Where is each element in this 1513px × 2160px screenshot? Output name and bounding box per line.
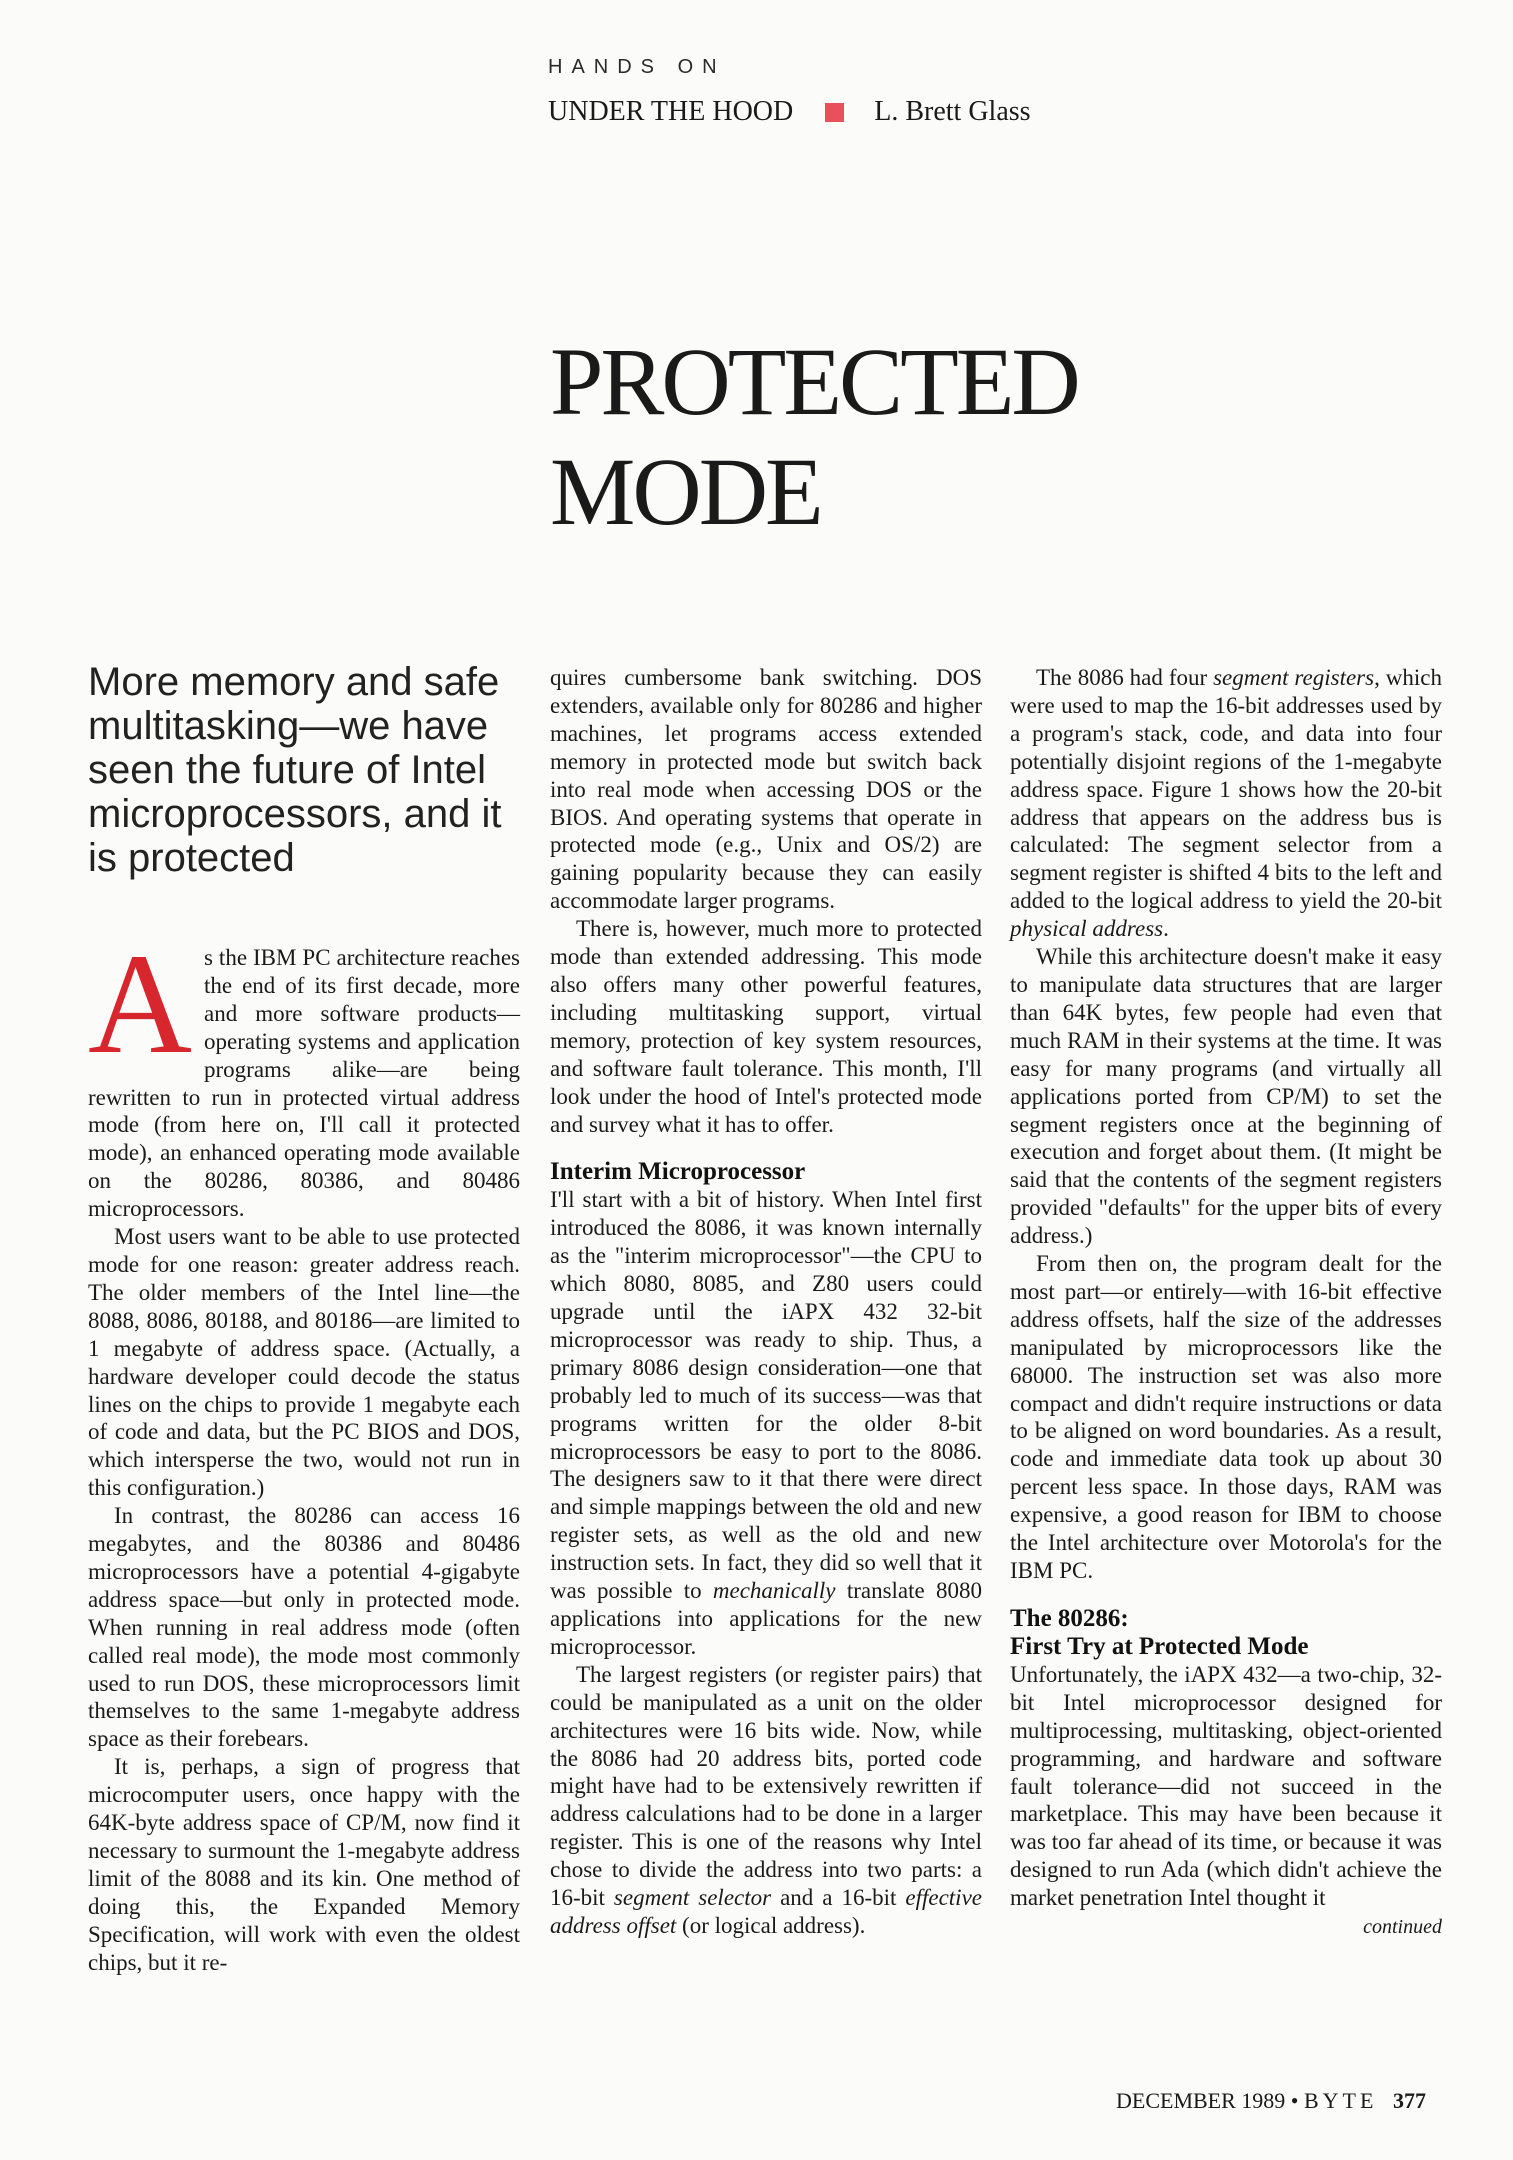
paragraph: quires cumbersome bank switching. DOS extenders, available only for 80286 and higher machines, let programs access extended memory in protected mode but switch back into real mode when accessing DOS or the BIOS. And operating systems that operate in protected mode (e.g., Unix and OS/2) are gaining popularity because they can easily accommodate larger programs. <box>550 665 982 914</box>
subhead-interim-microprocessor: Interim Microprocessor <box>550 1158 806 1186</box>
drop-cap: A <box>88 925 192 1084</box>
paragraph: The largest registers (or register pairs) that could be manipulated as a unit on the older architectures were 16 bits wide. Now, while the 8086 had 20 address bits, ported code might have had to be extensively rewritten if address calculations had to be done in a larger register. This is one of the reasons why Intel chose to divide the address into two parts: a 16-bit segment selector and a 16-bit effective address offset (or logical address). <box>550 1661 982 1938</box>
paragraph: Unfortunately, the iAPX 432—a two-chip, 32-bit Intel microprocessor designed for multiprocessing, multitasking, object-oriented programming, and hardware and software fault tolerance—did not succeed in the marketplace. This may have been because it was too far ahead of its time, or because it was designed to run Ada (which didn't achieve the market penetration Intel thought it <box>1010 1661 1442 1911</box>
column-name: UNDER THE HOOD <box>548 96 794 127</box>
paragraph: It is, perhaps, a sign of progress that microcomputer users, once happy with the 64K-byte address space of CP/M, now find it necessary to surmount the 1-megabyte address limit of the 8088 and its kin. One method of doing this, the Expanded Memory Specification, will work with even the oldest chips, but it re- <box>88 1754 520 1975</box>
footer-bullet: • <box>1290 2088 1299 2113</box>
paragraph: As the IBM PC architecture reaches the end of its first decade, more and more software products—operating systems and application programs alike—are being rewritten to run in protected virtual address mode (from here on, I'll call it protected mode), an enhanced operating mode available on the 80286, 80386, and 80486 microprocessors. <box>88 925 520 1222</box>
article-title <box>550 328 1078 545</box>
paragraph: There is, however, much more to protected mode than extended addressing. This mode also offers many other powerful features, including multitasking support, virtual memory, protection of key system resources, and software fault tolerance. This month, I'll look under the hood of Intel's protected mode and survey what it has to offer. <box>550 916 982 1137</box>
author-name: L. Brett Glass <box>874 96 1031 127</box>
article-deck: More memory and safe multitasking—we have seen the future of Intel microprocessors, and it is protected <box>88 660 502 880</box>
column-2 <box>550 664 982 1940</box>
issue-date: DECEMBER 1989 <box>1116 2088 1286 2113</box>
page-number: 377 <box>1392 2088 1426 2113</box>
subhead-80286: The 80286: First Try at Protected Mode <box>1010 1604 1309 1660</box>
paragraph: The 8086 had four segment registers, which were used to map the 16-bit addresses used by a program's stack, code, and data into four potentially disjoint regions of the 1-megabyte address space. Figure 1 shows how the 20-bit address that appears on the address bus is calculated: The segment selector from a segment register is shifted 4 bits to the left and added to the logical address to yield the 20-bit physical address. <box>1010 665 1442 942</box>
paragraph: From then on, the program dealt for the most part—or entirely—with 16-bit effective address offsets, half the size of the addresses manipulated by microprocessors like the 68000. The instruction set was also more compact and didn't require instructions or data to be aligned on word boundaries. As a result, code and immediate data took up about 30 percent less space. In those days, RAM was expensive, a good reason for IBM to choose the Intel architecture over Motorola's for the IBM PC. <box>1010 1251 1442 1583</box>
continued-label: continued <box>1363 1916 1442 1939</box>
column-3 <box>1010 664 1442 1942</box>
section-label: HANDS ON <box>548 56 726 78</box>
page-footer <box>1116 2088 1426 2114</box>
square-bullet-icon <box>825 103 844 122</box>
title-line-1: PROTECTED <box>550 328 1078 435</box>
magazine-name: BYTE <box>1304 2088 1378 2113</box>
paragraph: In contrast, the 80286 can access 16 megabytes, and the 80386 and 80486 microprocessors have a potential 4-gigabyte address space—but only in protected mode. When running in real address mode (often called real mode), the mode most commonly used to run DOS, these microprocessors limit themselves to the same 1-megabyte address space as their forebears. <box>88 1503 520 1752</box>
paragraph: Most users want to be able to use protected mode for one reason: greater address reach. The older members of the Intel line—the 8088, 8086, 80188, and 80186—are limited to 1 megabyte of address space. (Actually, a hardware developer could decode the status lines on the chips to provide 1 megabyte each of code and data, but the PC BIOS and DOS, which intersperse the two, would not run in this configuration.) <box>88 1224 520 1501</box>
title-line-2: MODE <box>550 438 821 545</box>
paragraph: While this architecture doesn't make it easy to manipulate data structures that are larger than 64K bytes, few people had even that much RAM in their systems at the time. It was easy for many programs (and virtually all applications ported from CP/M) to set the segment registers once at the beginning of execution and forget about them. (It might be said that the contents of the segment registers provided "defaults" for the upper bits of every address.) <box>1010 944 1442 1249</box>
paragraph: I'll start with a bit of history. When Intel first introduced the 8086, it was known internally as the "interim microprocessor"—the CPU to which 8080, 8085, and Z80 users could upgrade until the iAPX 432 32-bit microprocessor was ready to ship. Thus, a primary 8086 design consideration—one that probably led to much of its success—was that programs written for the older 8-bit microprocessors be easy to port to the 8086. The designers saw to it that there were direct and simple mappings between the old and new register sets, as well as the old and new instruction sets. In fact, they did so well that it was possible to mechanically translate 8080 applications into applications for the new microprocessor. <box>550 1187 982 1659</box>
column-1 <box>88 925 520 1977</box>
column-header <box>548 96 1031 128</box>
